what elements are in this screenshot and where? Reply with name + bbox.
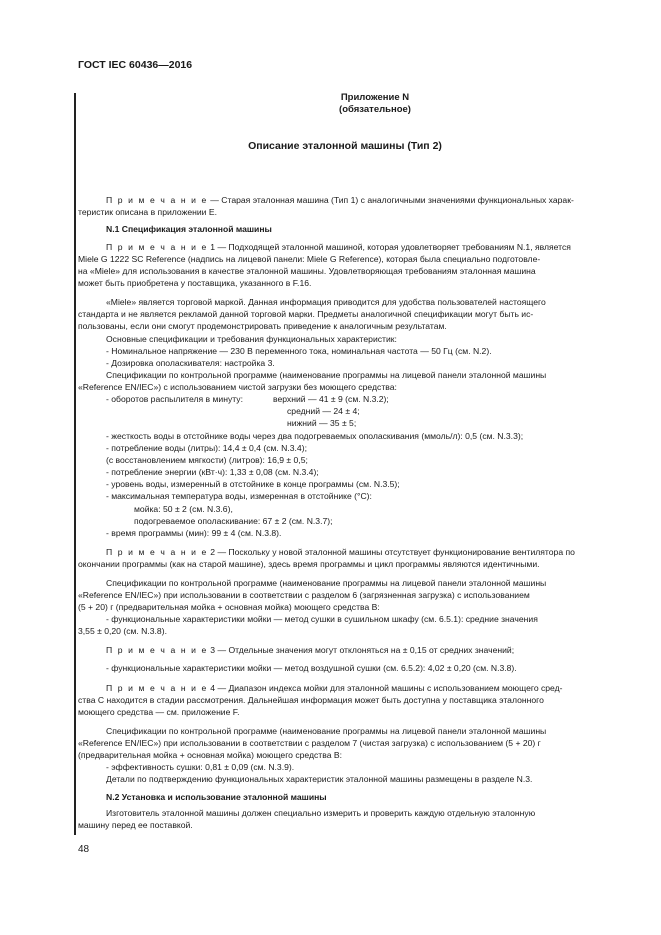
list-item: - функциональные характеристики мойки — метод сушки в сушильном шкафу (см. 6.5.1): средние значения	[106, 614, 538, 624]
list-item: - потребление энергии (кВт·ч): 1,33 ± 0,08 (см. N.3.4);	[106, 467, 319, 477]
margin-rule	[74, 93, 76, 835]
text-line: пользованы, если они смогут продемонстрировать приведение к аналогичным результатам.	[78, 321, 447, 331]
note-1	[106, 242, 571, 253]
list-value: мойка: 50 ± 2 (см. N.3.6),	[134, 504, 233, 514]
list-item: - эффективность сушки: 0,81 ± 0,09 (см. N.3.9).	[106, 762, 295, 772]
text-line: «Reference EN/IEC») с использованием чистой загрузки без моющего средства:	[78, 382, 397, 392]
note-label: П р и м е ч а н и е	[106, 242, 208, 252]
list-item: - максимальная температура воды, измеренная в отстойнике (°С):	[106, 491, 372, 501]
list-value: подогреваемое ополаскивание: 67 ± 2 (см. N.3.7);	[134, 516, 333, 526]
list-item: - Дозировка ополаскивателя: настройка 3.	[106, 358, 275, 368]
list-item: - функциональные характеристики мойки — метод воздушной сушки (см. 6.5.2): 4,02 ± 0,20 (см. N.3.8).	[106, 663, 517, 673]
text-line: теристик описана в приложении Е.	[78, 207, 217, 217]
appendix-title: Описание эталонной машины (Тип 2)	[248, 140, 442, 152]
list-item: - Номинальное напряжение — 230 В переменного тока, номинальная частота — 50 Гц (см. N.2).	[106, 346, 492, 356]
text-line: Спецификации по контрольной программе (наименование программы на лицевой панели эталонной машины	[106, 726, 547, 736]
note-label: П р и м е ч а н и е	[106, 547, 208, 557]
note-label: П р и м е ч а н и е	[106, 683, 208, 693]
list-item: - уровень воды, измеренный в отстойнике в конце программы (см. N.3.5);	[106, 479, 400, 489]
text-line: может быть приобретена у поставщика, указанного в F.16.	[78, 278, 312, 288]
note-label: П р и м е ч а н и е	[106, 195, 208, 205]
text-line: Основные спецификации и требования функциональных характеристик:	[106, 334, 397, 344]
note-label: П р и м е ч а н и е	[106, 645, 208, 655]
note-text: — Старая эталонная машина (Тип 1) с аналогичными значениями функциональных харак-	[207, 195, 574, 205]
appendix-kind: (обязательное)	[339, 104, 411, 115]
text-line: Miele G 1222 SC Reference (надпись на лицевой панели: Miele G Reference), которая была специально подготовле-	[78, 254, 541, 264]
note-text: 2 — Поскольку у новой эталонной машины отсутствует функционирование вентилятора по	[207, 547, 575, 557]
text-line: Детали по подтверждению функциональных характеристик эталонной машины размещены в разделе N.3.	[106, 774, 533, 784]
note-text: 3 — Отдельные значения могут отклоняться на ± 0,15 от средних значений;	[207, 645, 515, 655]
note-0	[106, 195, 574, 206]
text-line: 3,55 ± 0,20 (см. N.3.8).	[78, 626, 167, 636]
text-line: «Miele» является торговой маркой. Данная информация приводится для удобства пользователей настоящего	[106, 297, 546, 307]
text-line: машину перед ее поставкой.	[78, 820, 193, 830]
list-item: (с восстановлением мягкости) (литров): 16,9 ± 0,5;	[106, 455, 308, 465]
list-item: - жесткость воды в отстойнике воды через два подогреваемых ополаскивания (ммоль/л): 0,5 (см. N.3.3);	[106, 431, 524, 441]
text-line: моющего средства — см. приложение F.	[78, 707, 240, 717]
note-4	[106, 683, 563, 694]
text-line: стандарта и не является рекламой данной торговой марки. Предметы аналогичной спецификации могут быть ис-	[78, 309, 534, 319]
text-line: (5 + 20) г (предварительная мойка + основная мойка) моющего средства В:	[78, 602, 380, 612]
text-line: (предварительная мойка + основная мойка) моющего средства В:	[78, 750, 342, 760]
text-line: Изготовитель эталонной машины должен специально измерить и проверить каждую отдельную эталонную	[106, 808, 536, 818]
text-line: на «Miele» для использования в качестве эталонной машины. Удовлетворяющая требованиям эталонная машина	[78, 266, 536, 276]
standard-header: ГОСТ IEC 60436—2016	[78, 59, 193, 71]
section-heading-n1: N.1 Спецификация эталонной машины	[106, 224, 272, 234]
list-value: нижний — 35 ± 5;	[287, 418, 357, 428]
text-line: Спецификации по контрольной программе (наименование программы на лицевой панели эталонной машины	[106, 578, 547, 588]
text-line: «Reference EN/IEC») при использовании в соответствии с разделом 7 (чистая загрузка) с использованием (5 + 20) г	[78, 738, 541, 748]
note-3	[106, 645, 514, 656]
list-value: верхний — 41 ± 9 (см. N.3.2);	[273, 394, 389, 404]
note-text: 1 — Подходящей эталонной машиной, которая удовлетворяет требованиям N.1, является	[207, 242, 571, 252]
list-value: средний — 24 ± 4;	[287, 406, 360, 416]
appendix-label: Приложение N	[340, 92, 410, 103]
list-item: - время программы (мин): 99 ± 4 (см. N.3.8).	[106, 528, 282, 538]
list-item: - оборотов распылителя в минуту:	[106, 394, 243, 404]
text-line: «Reference EN/IEC») при использовании в соответствии с разделом 6 (загрязненная загрузка) с использованием	[78, 590, 530, 600]
page-number: 48	[78, 844, 90, 855]
section-heading-n2: N.2 Установка и использование эталонной машины	[106, 792, 327, 802]
list-item: - потребление воды (литры): 14,4 ± 0,4 (см. N.3.4);	[106, 443, 307, 453]
note-text: 4 — Диапазон индекса мойки для эталонной машины с использованием моющего сред-	[207, 683, 563, 693]
text-line: ства С находится в стадии рассмотрения. Дальнейшая информация может быть доступна у поставщика эталонного	[78, 695, 544, 705]
text-line: окончании программы (как на старой машине), здесь время программы и цикл программы являются идентичными.	[78, 559, 540, 569]
text-line: Спецификации по контрольной программе (наименование программы на лицевой панели эталонной машины	[106, 370, 547, 380]
note-2	[106, 547, 575, 558]
